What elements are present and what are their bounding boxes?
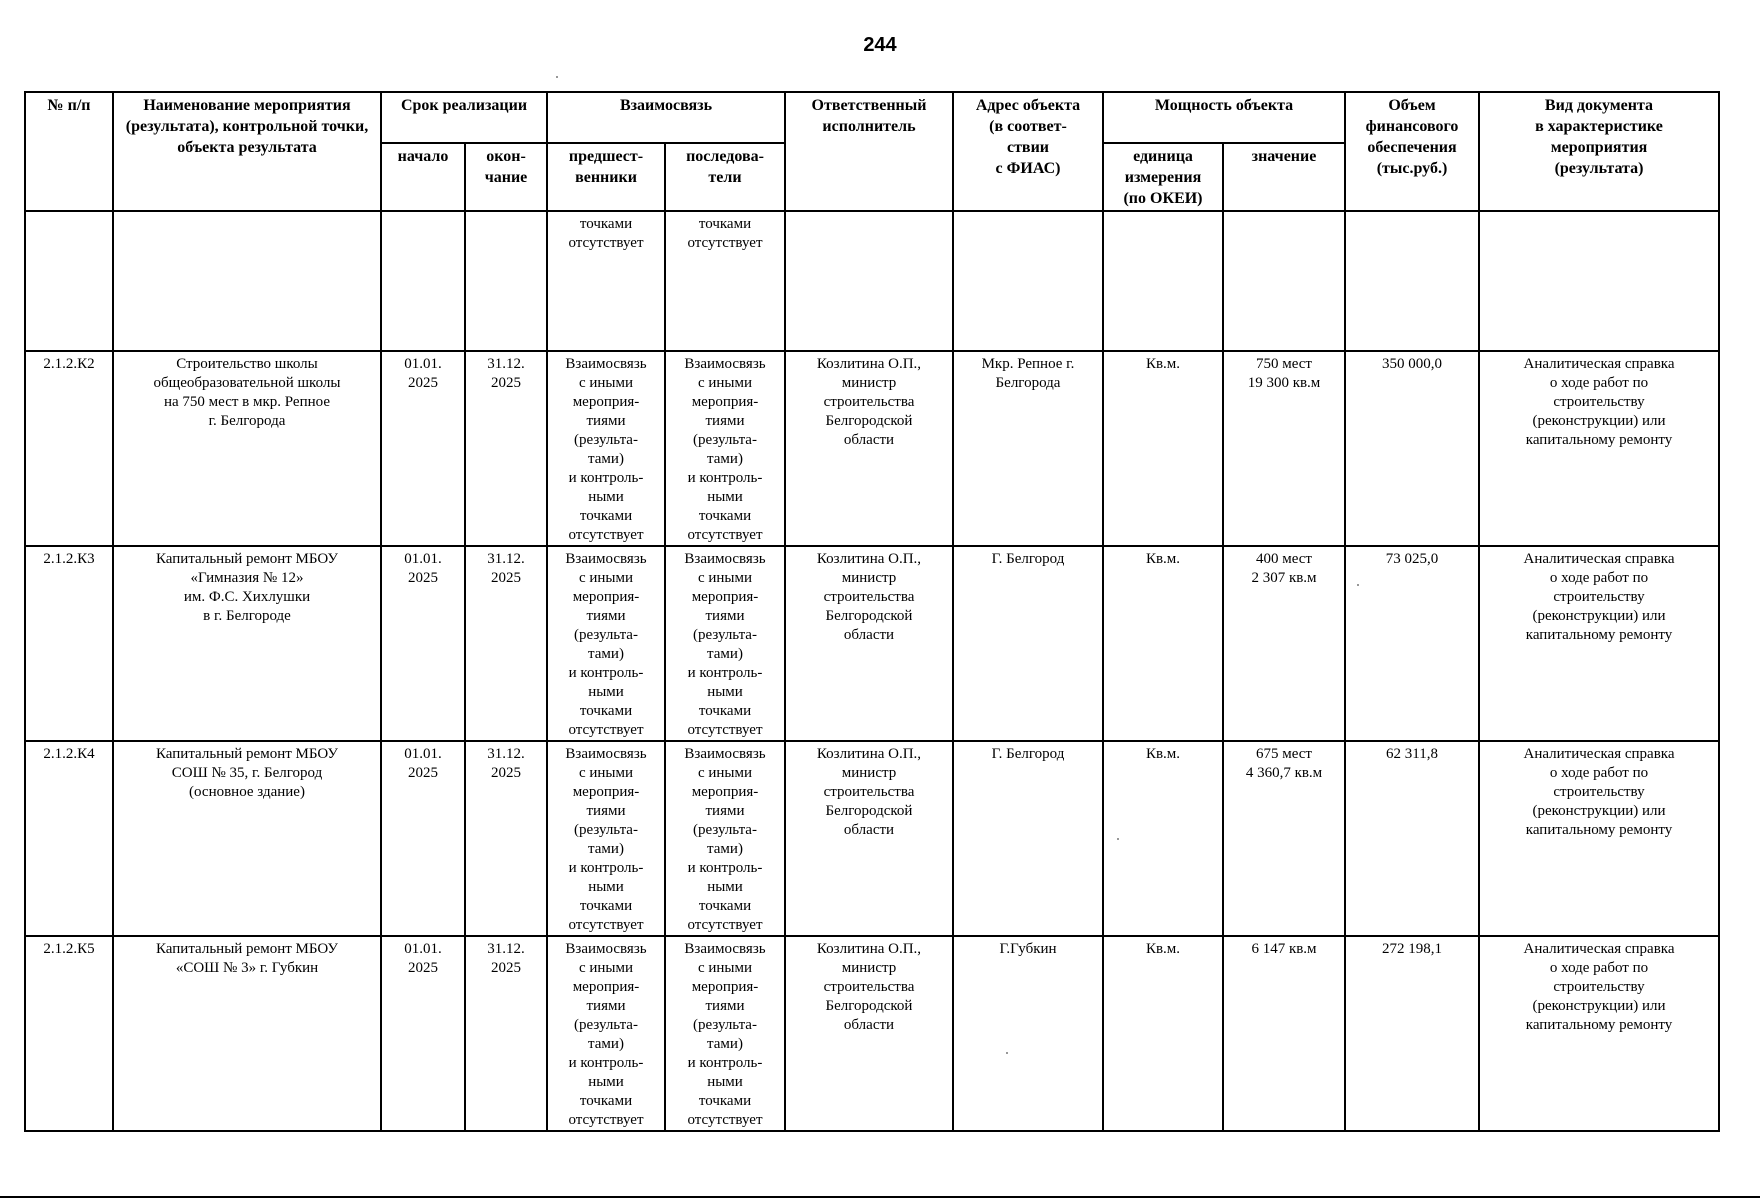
header-rel-prev: предшест- венники	[547, 143, 665, 211]
cell-value: 6 147 кв.м	[1223, 936, 1345, 1131]
cell-doc: Аналитическая справка о ходе работ по строительству (реконструкции) или капитальному ремонту	[1479, 351, 1719, 546]
cell-start: 01.01. 2025	[381, 351, 465, 546]
header-capacity: Мощность объекта	[1103, 92, 1345, 143]
cell-finance: 62 311,8	[1345, 741, 1479, 936]
cell-num: 2.1.2.К2	[25, 351, 113, 546]
page-number: 244	[863, 34, 897, 56]
cell-address: Г. Белгород	[953, 546, 1103, 741]
header-rel-next: последова- тели	[665, 143, 785, 211]
cell-address: Мкр. Репное г. Белгорода	[953, 351, 1103, 546]
cell-prev: Взаимосвязь с иными мероприя- тиями (результа- тами) и контроль- ными точками отсутствует	[547, 351, 665, 546]
cell-end: 31.12. 2025	[465, 741, 547, 936]
header-finance: Объем финансового обеспечения (тыс.руб.)	[1345, 92, 1479, 211]
cell-finance: 73 025,0	[1345, 546, 1479, 741]
cell-next: точками отсутствует	[665, 211, 785, 351]
table-row	[25, 741, 1719, 936]
cell-finance: 350 000,0	[1345, 351, 1479, 546]
cell-next: Взаимосвязь с иными мероприя- тиями (результа- тами) и контроль- ными точками отсутствует	[665, 351, 785, 546]
cell-start: 01.01. 2025	[381, 546, 465, 741]
cell-unit: Кв.м.	[1103, 351, 1223, 546]
cell-end: 31.12. 2025	[465, 351, 547, 546]
cell-responsible: Козлитина О.П., министр строительства Белгородской области	[785, 741, 953, 936]
cell-num: 2.1.2.К5	[25, 936, 113, 1131]
cell-end: 31.12. 2025	[465, 546, 547, 741]
header-responsible: Ответственный исполнитель	[785, 92, 953, 211]
scan-speck	[556, 76, 558, 78]
cell-name: Капитальный ремонт МБОУ «Гимназия № 12» им. Ф.С. Хихлушки в г. Белгороде	[113, 546, 381, 741]
header-term-end: окон- чание	[465, 143, 547, 211]
cell-prev: точками отсутствует	[547, 211, 665, 351]
cell-doc: Аналитическая справка о ходе работ по строительству (реконструкции) или капитальному ремонту	[1479, 741, 1719, 936]
page-bottom-rule	[0, 1196, 1760, 1198]
header-term-start: начало	[381, 143, 465, 211]
header-num: № п/п	[25, 92, 113, 211]
cell-value: 400 мест 2 307 кв.м	[1223, 546, 1345, 741]
cell-start: 01.01. 2025	[381, 936, 465, 1131]
cell-address: Г. Белгород	[953, 741, 1103, 936]
cell-name: Капитальный ремонт МБОУ «СОШ № 3» г. Губкин	[113, 936, 381, 1131]
cell-unit: Кв.м.	[1103, 741, 1223, 936]
header-relation: Взаимосвязь	[547, 92, 785, 143]
cell-prev: Взаимосвязь с иными мероприя- тиями (результа- тами) и контроль- ными точками отсутствует	[547, 936, 665, 1131]
cell-value: 750 мест 19 300 кв.м	[1223, 351, 1345, 546]
cell-value: 675 мест 4 360,7 кв.м	[1223, 741, 1345, 936]
header-address: Адрес объекта (в соответ- ствии с ФИАС)	[953, 92, 1103, 211]
scan-speck	[1357, 584, 1359, 586]
scan-speck	[1006, 1052, 1008, 1054]
scan-speck	[1117, 838, 1119, 840]
cell-next: Взаимосвязь с иными мероприя- тиями (результа- тами) и контроль- ными точками отсутствует	[665, 936, 785, 1131]
continuation-row	[25, 211, 1719, 351]
header-cap-value: значение	[1223, 143, 1345, 211]
cell-doc: Аналитическая справка о ходе работ по строительству (реконструкции) или капитальному ремонту	[1479, 936, 1719, 1131]
cell-prev: Взаимосвязь с иными мероприя- тиями (результа- тами) и контроль- ными точками отсутствует	[547, 741, 665, 936]
cell-next: Взаимосвязь с иными мероприя- тиями (результа- тами) и контроль- ными точками отсутствует	[665, 546, 785, 741]
cell-unit: Кв.м.	[1103, 546, 1223, 741]
activities-table	[24, 91, 1720, 1132]
cell-prev: Взаимосвязь с иными мероприя- тиями (результа- тами) и контроль- ными точками отсутствует	[547, 546, 665, 741]
cell-start: 01.01. 2025	[381, 741, 465, 936]
cell-doc: Аналитическая справка о ходе работ по строительству (реконструкции) или капитальному ремонту	[1479, 546, 1719, 741]
cell-responsible: Козлитина О.П., министр строительства Белгородской области	[785, 936, 953, 1131]
cell-end: 31.12. 2025	[465, 936, 547, 1131]
header-name: Наименование мероприятия (результата), контрольной точки, объекта результата	[113, 92, 381, 211]
cell-name: Капитальный ремонт МБОУ СОШ № 35, г. Белгород (основное здание)	[113, 741, 381, 936]
table-row	[25, 351, 1719, 546]
table-row	[25, 936, 1719, 1131]
header-term: Срок реализации	[381, 92, 547, 143]
cell-responsible: Козлитина О.П., министр строительства Белгородской области	[785, 546, 953, 741]
cell-next: Взаимосвязь с иными мероприя- тиями (результа- тами) и контроль- ными точками отсутствует	[665, 741, 785, 936]
header-cap-unit: единица измерения (по ОКЕИ)	[1103, 143, 1223, 211]
cell-num: 2.1.2.К3	[25, 546, 113, 741]
table-row	[25, 546, 1719, 741]
cell-address: Г.Губкин	[953, 936, 1103, 1131]
cell-responsible: Козлитина О.П., министр строительства Белгородской области	[785, 351, 953, 546]
cell-finance: 272 198,1	[1345, 936, 1479, 1131]
cell-unit: Кв.м.	[1103, 936, 1223, 1131]
cell-name: Строительство школы общеобразовательной школы на 750 мест в мкр. Репное г. Белгорода	[113, 351, 381, 546]
cell-num: 2.1.2.К4	[25, 741, 113, 936]
header-doc-type: Вид документа в характеристике мероприятия (результата)	[1479, 92, 1719, 211]
